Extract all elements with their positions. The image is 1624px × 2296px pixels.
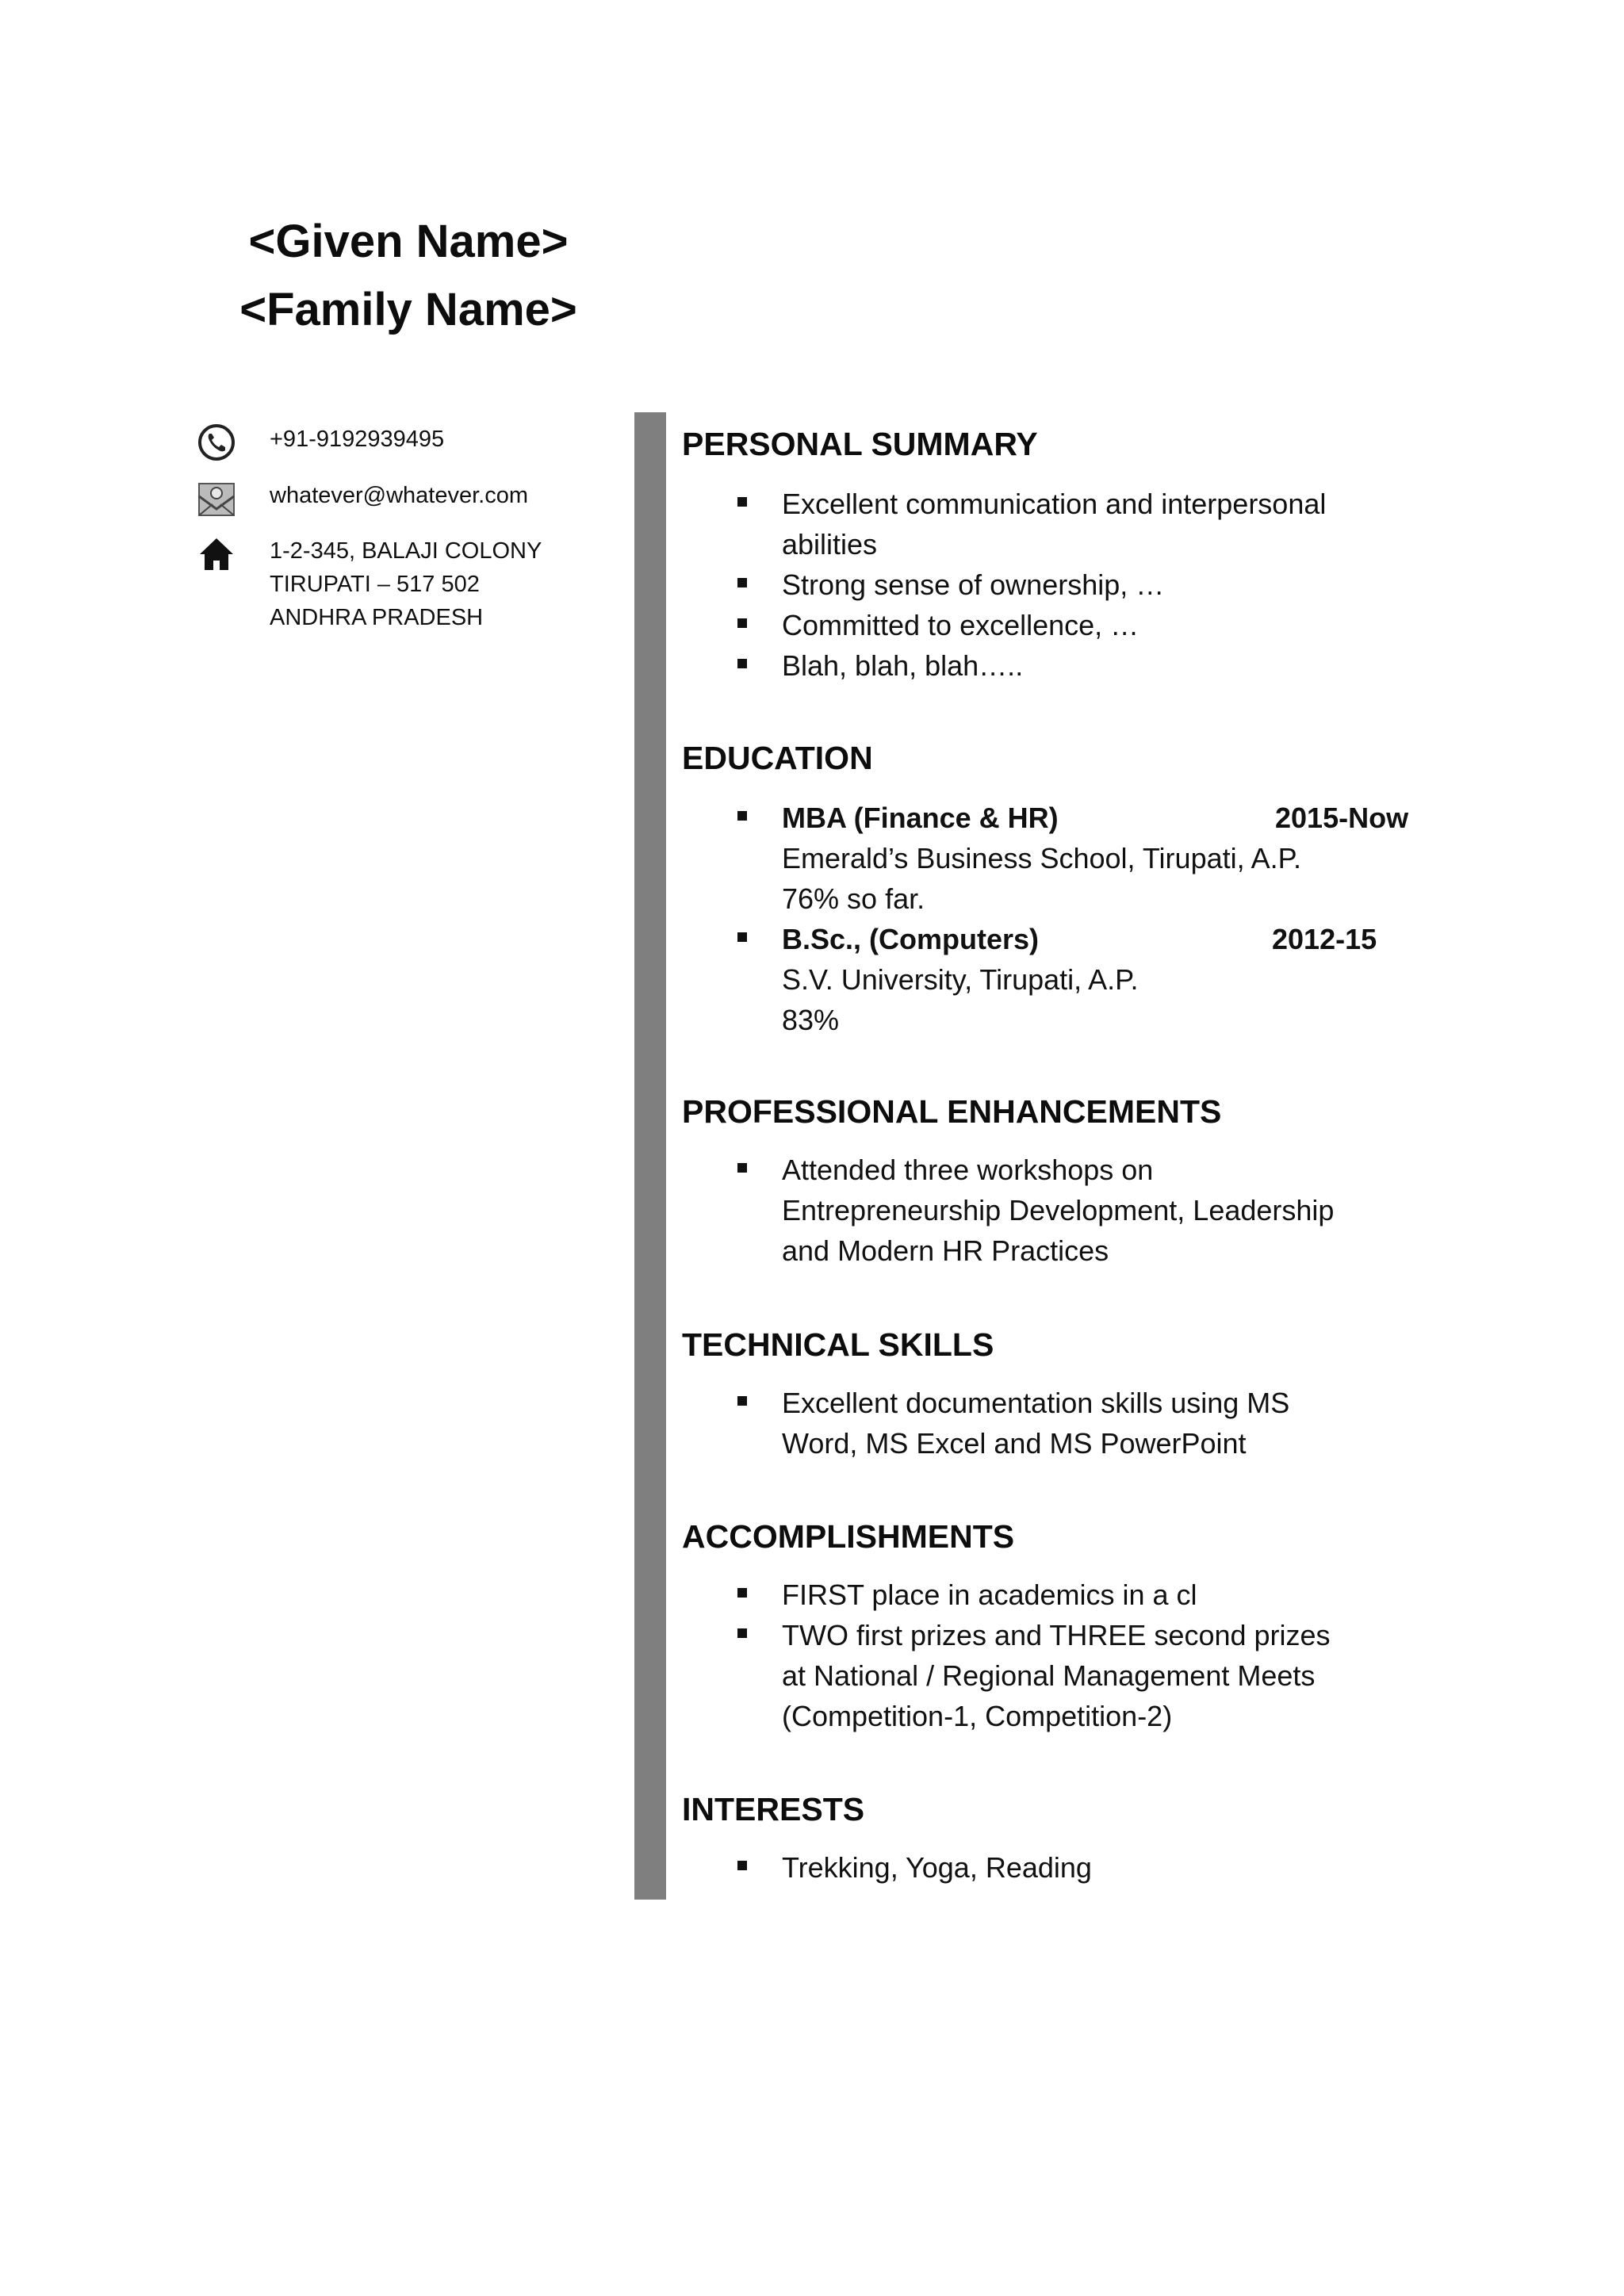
phone-text: +91-9192939495 (270, 427, 445, 452)
bullet-square-icon (737, 659, 747, 668)
education-institution: Emerald’s Business School, Tirupati, A.P. (782, 842, 1302, 874)
family-name: <Family Name> (239, 284, 577, 335)
list-item (682, 919, 1570, 1040)
list-item: Attended three workshops on Entrepreneurship Development, Leadership and Modern HR Practices (682, 1150, 1337, 1271)
bullet-square-icon (737, 497, 747, 507)
list-item: Committed to excellence, … (682, 605, 1570, 645)
section-title-interests: INTERESTS (682, 1791, 865, 1827)
bullet-square-icon (737, 1861, 747, 1870)
education-list (682, 798, 1570, 1040)
education-degree: B.Sc., (Computers) (782, 923, 1040, 955)
list-item: Trekking, Yoga, Reading (682, 1847, 1570, 1888)
bullet-square-icon (737, 1163, 747, 1173)
education-years: 2015-Now (1275, 802, 1409, 834)
list-item: Blah, blah, blah….. (682, 645, 1570, 686)
section-divider-bar (634, 412, 666, 1900)
contact-email (197, 479, 529, 519)
accomplishments-list (682, 1575, 1570, 1736)
contact-phone (197, 423, 445, 462)
address-line-2: TIRUPATI – 517 502 (270, 572, 480, 597)
section-title-accomplishments: ACCOMPLISHMENTS (682, 1518, 1015, 1555)
list-item: FIRST place in academics in a cl (682, 1575, 1337, 1615)
section-title-professional-enhancements: PROFESSIONAL ENHANCEMENTS (682, 1093, 1222, 1130)
education-score: 76% so far. (782, 882, 925, 915)
phone-icon (197, 423, 236, 462)
contact-address (197, 534, 542, 630)
list-item: TWO first prizes and THREE second prizes at National / Regional Management Meets (Competition-1, Competition-2) (682, 1615, 1337, 1736)
section-title-technical-skills: TECHNICAL SKILLS (682, 1326, 994, 1363)
email-text: whatever@whatever.com (270, 483, 529, 508)
education-score: 83% (782, 1004, 840, 1036)
address-line-1: 1-2-345, BALAJI COLONY (270, 538, 542, 564)
section-title-personal-summary: PERSONAL SUMMARY (682, 426, 1038, 462)
bullet-square-icon (737, 618, 747, 628)
education-degree: MBA (Finance & HR) (782, 802, 1059, 834)
given-name: <Given Name> (248, 216, 569, 267)
list-item: Strong sense of ownership, … (682, 564, 1570, 605)
bullet-square-icon (737, 1588, 747, 1598)
bullet-square-icon (737, 578, 747, 587)
list-item: Excellent communication and interpersonal abilities (682, 484, 1337, 564)
address-line-3: ANDHRA PRADESH (270, 605, 484, 630)
list-item (682, 798, 1570, 919)
section-title-education: EDUCATION (682, 740, 873, 776)
bullet-square-icon (737, 811, 747, 821)
education-institution: S.V. University, Tirupati, A.P. (782, 963, 1139, 996)
education-years: 2012-15 (1272, 923, 1377, 955)
bullet-square-icon (737, 1628, 747, 1638)
home-icon (197, 534, 236, 574)
professional-enhancements-list (682, 1150, 1570, 1271)
email-icon (197, 479, 236, 519)
personal-summary-list (682, 484, 1570, 686)
technical-skills-list (682, 1383, 1570, 1464)
bullet-square-icon (737, 932, 747, 942)
bullet-square-icon (737, 1396, 747, 1406)
list-item: Excellent documentation skills using MS Word, MS Excel and MS PowerPoint (682, 1383, 1337, 1464)
interests-list (682, 1847, 1570, 1888)
